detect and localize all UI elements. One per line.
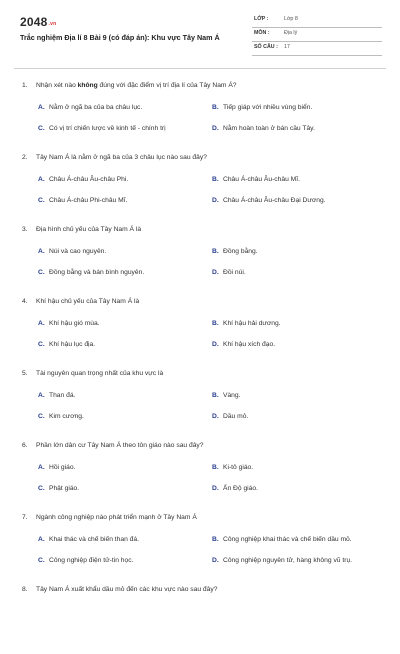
option-a[interactable] — [38, 320, 100, 327]
option-text: Khí hậu lục địa. — [49, 341, 96, 348]
question-header — [22, 82, 237, 89]
option-d[interactable] — [212, 341, 275, 348]
question-number: 7. — [22, 514, 28, 521]
meta-label: MÔN : — [254, 30, 270, 36]
option-text: Đồng bằng. — [223, 248, 258, 255]
option-text: Châu Á-châu Âu-châu Đại Dương. — [223, 197, 326, 204]
question-item — [0, 78, 400, 150]
option-b[interactable] — [212, 320, 281, 327]
meta-row-subject — [252, 28, 382, 42]
question-number: 3. — [22, 226, 28, 233]
logo-text: 2048 — [20, 15, 48, 29]
option-text: Tiếp giáp với nhiều vùng biển. — [223, 104, 313, 111]
question-text: Phần lớn dân cư Tây Nam Á theo tôn giáo nào sau đây? — [36, 442, 204, 449]
header-divider — [14, 68, 386, 69]
option-key: B. — [212, 392, 219, 399]
meta-value: Lớp 8 — [284, 16, 298, 22]
question-header — [22, 370, 163, 377]
question-item — [0, 438, 400, 510]
option-b[interactable] — [212, 176, 300, 183]
option-text: Nằm hoàn toàn ở bán cầu Tây. — [223, 125, 315, 132]
option-text: Khí hậu hải dương. — [223, 320, 281, 327]
option-key: A. — [38, 464, 45, 471]
option-key: C. — [38, 125, 45, 132]
option-text: Dầu mỏ. — [223, 413, 249, 420]
question-number: 8. — [22, 586, 28, 593]
question-header — [22, 442, 204, 449]
option-text: Đồi núi. — [223, 269, 246, 276]
question-text: Tây Nam Á là nằm ở ngã ba của 3 châu lục nào sau đây? — [36, 154, 207, 161]
option-key: A. — [38, 320, 45, 327]
question-text: Ngành công nghiệp nào phát triển mạnh ở Tây Nam Á — [36, 514, 197, 521]
option-key: A. — [38, 392, 45, 399]
question-text: Tài nguyên quan trọng nhất của khu vực là — [36, 370, 164, 377]
option-text: Hồi giáo. — [49, 464, 76, 471]
option-text: Nằm ở ngã ba của ba châu lục. — [49, 104, 143, 111]
option-a[interactable] — [38, 248, 106, 255]
option-key: C. — [38, 269, 45, 276]
option-key: C. — [38, 341, 45, 348]
option-text: Châu Á-châu Phi-châu Mĩ. — [49, 197, 128, 204]
option-key: A. — [38, 104, 45, 111]
option-key: D. — [212, 413, 219, 420]
option-key: C. — [38, 197, 45, 204]
question-item — [0, 222, 400, 294]
option-key: D. — [212, 269, 219, 276]
option-key: B. — [212, 464, 219, 471]
option-text: Ấn Độ giáo. — [223, 485, 258, 492]
question-list — [0, 78, 400, 654]
option-d[interactable] — [212, 197, 326, 204]
option-text: Đồng bằng và bán bình nguyên. — [49, 269, 145, 276]
option-text: Châu Á-châu Âu-châu Mĩ. — [223, 176, 300, 183]
question-item — [0, 150, 400, 222]
question-text-emphasis: không — [77, 82, 98, 89]
option-text: Công nghiệp nguyên tử, hàng không vũ trụ. — [223, 557, 353, 564]
option-text: Ki-tô giáo. — [223, 464, 254, 471]
option-key: D. — [212, 125, 219, 132]
meta-value: Địa lý — [284, 30, 298, 36]
option-text: Than đá. — [49, 392, 76, 399]
option-key: B. — [212, 536, 219, 543]
option-text: Phật giáo. — [49, 485, 80, 492]
option-text: Công nghiệp khai thác và chế biến dầu mỏ. — [223, 536, 352, 543]
option-key: A. — [38, 536, 45, 543]
question-text-part: đúng với đặc điểm vị trí địa lí của Tây Nam Á? — [97, 82, 237, 89]
option-key: D. — [212, 557, 219, 564]
option-text: Công nghiệp điện tử-tin học. — [49, 557, 134, 564]
site-logo[interactable] — [20, 15, 56, 29]
question-text — [36, 82, 237, 89]
option-text: Châu Á-châu Âu-châu Phi. — [49, 176, 129, 183]
question-item — [0, 510, 400, 582]
option-b[interactable] — [212, 248, 258, 255]
meta-label: LỚP : — [254, 16, 269, 22]
option-c[interactable] — [38, 197, 127, 204]
question-number: 6. — [22, 442, 28, 449]
option-key: A. — [38, 176, 45, 183]
option-c[interactable] — [38, 269, 144, 276]
option-key: B. — [212, 320, 219, 327]
option-c[interactable] — [38, 485, 79, 492]
option-key: C. — [38, 413, 45, 420]
option-text: Vàng. — [223, 392, 241, 399]
option-c[interactable] — [38, 341, 95, 348]
option-a[interactable] — [38, 176, 128, 183]
option-key: C. — [38, 485, 45, 492]
question-item — [0, 294, 400, 366]
question-number: 2. — [22, 154, 28, 161]
option-text: Khai thác và chế biến than đá. — [49, 536, 139, 543]
meta-row-question-count — [252, 42, 382, 56]
question-text: Khí hậu chủ yếu của Tây Nam Á là — [36, 298, 140, 305]
question-item — [0, 582, 400, 654]
question-header — [22, 514, 197, 521]
option-c[interactable] — [38, 557, 133, 564]
meta-value: 17 — [284, 44, 290, 50]
option-a[interactable] — [38, 464, 75, 471]
option-b[interactable] — [212, 392, 240, 399]
option-key: B. — [212, 248, 219, 255]
question-text: Địa hình chủ yếu của Tây Nam Á là — [36, 226, 142, 233]
option-c[interactable] — [38, 413, 84, 420]
question-number: 4. — [22, 298, 28, 305]
option-d[interactable] — [212, 413, 248, 420]
option-key: C. — [38, 557, 45, 564]
option-key: D. — [212, 341, 219, 348]
question-number: 5. — [22, 370, 28, 377]
meta-row-grade — [252, 14, 382, 28]
option-key: B. — [212, 176, 219, 183]
option-key: A. — [38, 248, 45, 255]
option-b[interactable] — [212, 104, 312, 111]
option-text: Khí hậu gió mùa. — [49, 320, 100, 327]
option-d[interactable] — [212, 557, 352, 564]
option-d[interactable] — [212, 125, 315, 132]
question-header — [22, 226, 141, 233]
option-text: Kim cương. — [49, 413, 84, 420]
option-text: Núi và cao nguyên. — [49, 248, 107, 255]
question-header — [22, 586, 217, 593]
option-text: Khí hậu xích đạo. — [223, 341, 276, 348]
option-a[interactable] — [38, 104, 142, 111]
question-text-part: Nhận xét nào — [36, 82, 78, 89]
page-title: Trắc nghiệm Địa lí 8 Bài 9 (có đáp án): Khu vực Tây Nam Á — [20, 33, 220, 42]
option-a[interactable] — [38, 392, 75, 399]
option-b[interactable] — [212, 536, 352, 543]
question-number: 1. — [22, 82, 28, 89]
option-c[interactable] — [38, 125, 166, 132]
option-key: D. — [212, 197, 219, 204]
question-text: Tây Nam Á xuất khẩu dầu mỏ đến các khu vực nào sau đây? — [36, 586, 218, 593]
page-header — [0, 0, 400, 62]
meta-label: SỐ CÂU : — [254, 44, 278, 50]
question-header — [22, 154, 207, 161]
option-d[interactable] — [212, 269, 246, 276]
option-key: D. — [212, 485, 219, 492]
option-text: Có vị trí chiến lược về kinh tế - chính trị — [49, 125, 166, 132]
logo-suffix: .vn — [48, 21, 57, 27]
option-d[interactable] — [212, 485, 258, 492]
option-key: B. — [212, 104, 219, 111]
question-item — [0, 366, 400, 438]
quiz-meta-box — [252, 14, 382, 56]
option-b[interactable] — [212, 464, 253, 471]
question-header — [22, 298, 139, 305]
option-a[interactable] — [38, 536, 139, 543]
